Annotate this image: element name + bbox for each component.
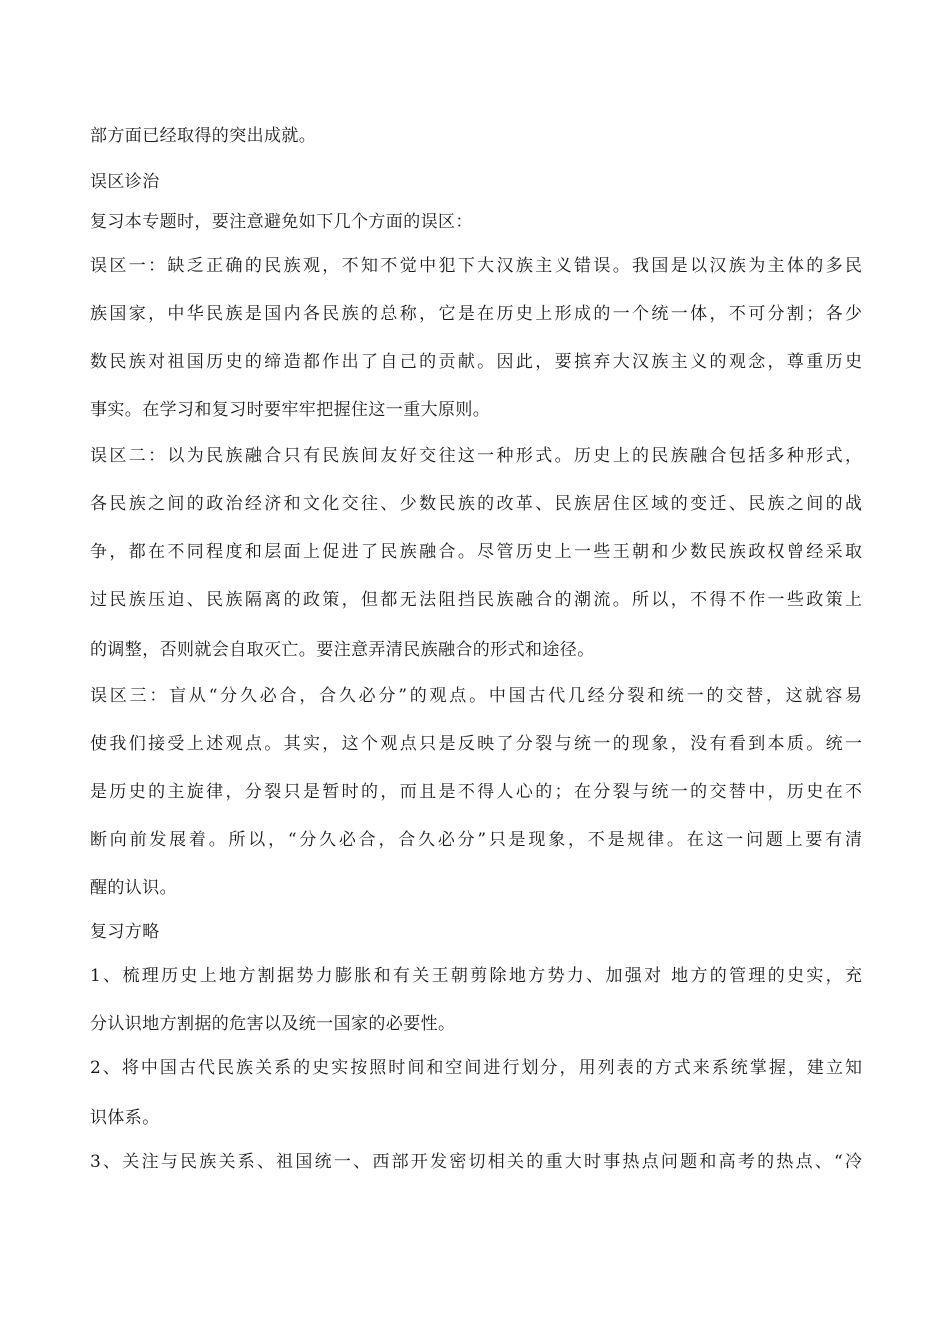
text-line: 事实。在学习和复习时要牢牢把握住这一重大原则。	[90, 400, 491, 420]
text-line: 误区三：盲从“分久必合，合久必分”的观点。中国古代几经分裂和统一的交替，这就容易	[90, 686, 862, 706]
text-line: 复习本专题时，要注意避免如下几个方面的误区：	[90, 212, 473, 232]
text-line: 族国家，中华民族是国内各民族的总称，它是在历史上形成的一个统一体，不可分割；各少	[90, 304, 862, 324]
text-line: 醒的认识。	[90, 878, 177, 898]
text-line: 1、梳理历史上地方割据势力膨胀和有关王朝剪除地方势力、加强对 地方的管理的史实，充	[90, 966, 862, 986]
text-line: 是历史的主旋律，分裂只是暂时的，而且是不得人心的；在分裂与统一的交替中，历史在不	[90, 782, 862, 802]
section-heading: 误区诊治	[90, 172, 160, 192]
text-line: 误区二：以为民族融合只有民族间友好交往这一种形式。历史上的民族融合包括多种形式，	[90, 446, 862, 466]
section-heading: 复习方略	[90, 922, 160, 942]
text-line: 争，都在不同程度和层面上促进了民族融合。尽管历史上一些王朝和少数民族政权曾经采取	[90, 542, 862, 562]
text-line: 使我们接受上述观点。其实，这个观点只是反映了分裂与统一的现象，没有看到本质。统一	[90, 734, 862, 754]
text-line: 识体系。	[90, 1108, 160, 1128]
text-line: 2、将中国古代民族关系的史实按照时间和空间进行划分，用列表的方式来系统掌握，建立知	[90, 1058, 862, 1078]
text-line: 过民族压迫、民族隔离的政策，但都无法阻挡民族融合的潮流。所以，不得不作一些政策上	[90, 590, 862, 610]
text-line: 数民族对祖国历史的缔造都作出了自己的贡献。因此，要摈弃大汉族主义的观念，尊重历史	[90, 352, 862, 372]
text-line: 断向前发展着。所以，“分久必合，合久必分”只是现象，不是规律。在这一问题上要有清	[90, 830, 862, 850]
text-line: 3、关注与民族关系、祖国统一、西部开发密切相关的重大时事热点问题和高考的热点、“冷	[90, 1152, 862, 1172]
text-line: 的调整，否则就会自取灭亡。要注意弄清民族融合的形式和途径。	[90, 640, 595, 660]
text-line: 分认识地方割据的危害以及统一国家的必要性。	[90, 1014, 456, 1034]
text-line: 各民族之间的政治经济和文化交往、少数民族的改革、民族居住区域的变迁、民族之间的战	[90, 494, 862, 514]
text-line: 误区一：缺乏正确的民族观，不知不觉中犯下大汉族主义错误。我国是以汉族为主体的多民	[90, 256, 862, 276]
text-line: 部方面已经取得的突出成就。	[90, 126, 317, 146]
